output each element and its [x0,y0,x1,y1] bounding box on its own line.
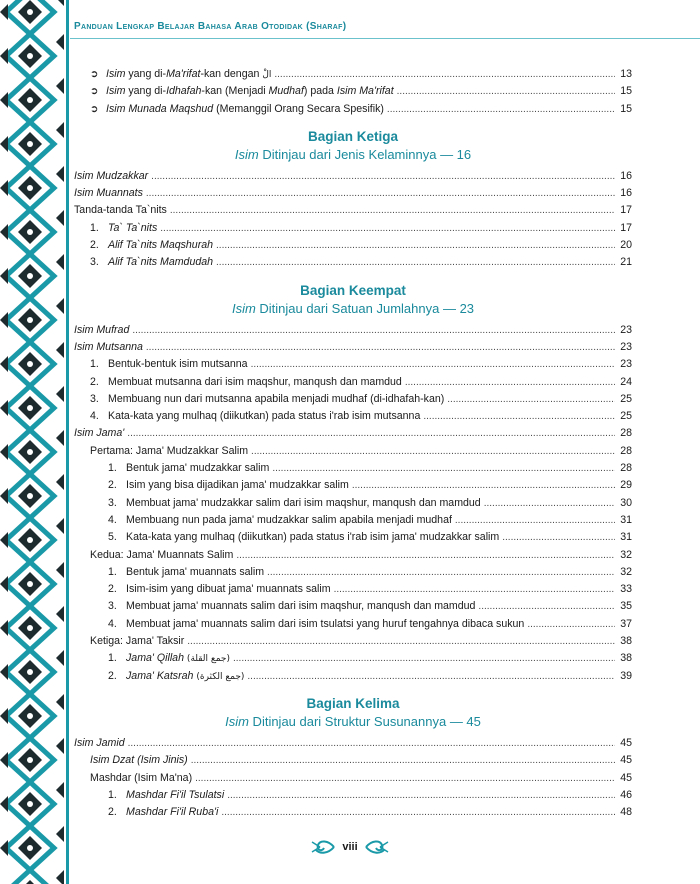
leader-dots [272,460,615,477]
page-ref: 17 [620,221,632,234]
border-motif [0,518,64,562]
toc-entry[interactable]: ➲ Isim yang di-Ma'rifat-kan dengan الْ ..... 13 [74,66,632,83]
border-motif [0,34,64,78]
border-motif [0,122,64,166]
entry-title: Membuat mutsanna dari isim maqshur, manqush dan mamdud [108,375,402,388]
entry-title: Kedua: Jama' Muannats Salim [90,548,234,561]
leader-dots [334,581,615,598]
entry-title: Ketiga: Jama' Taksir [90,635,185,648]
page-ref: 29 [620,479,632,492]
page-ref: 30 [620,496,632,509]
leader-dots [195,770,615,787]
leader-dots [170,202,615,219]
toc-entry[interactable] [74,512,632,529]
leader-dots [227,787,615,804]
border-motif [0,782,64,826]
entry-title: Tanda-tanda Ta`nits [74,204,167,217]
page-ref: 25 [620,392,632,405]
toc-entry[interactable] [74,735,632,752]
entry-title: Mashdar (Isim Ma'na) [90,771,193,784]
arrow-bullet-icon: ➲ [90,103,99,115]
toc-entry[interactable] [74,356,632,373]
arabic-term: (جمع الكثرة) [196,671,245,682]
section-heading: Bagian Kelima Isim Ditinjau dari Struktur Susunannya — 45 [225,695,481,729]
page-ref: 23 [620,340,632,353]
entry-number: 5. [108,531,117,544]
entry-title: Pertama: Jama' Mudzakkar Salim [90,444,249,457]
entry-number: 3. [108,600,117,613]
page-ref: 21 [620,256,632,269]
entry-number: 3. [90,392,99,405]
entry-title: Isim Mutsanna [74,340,143,353]
border-motif [0,78,64,122]
table-of-contents [74,66,632,821]
page-ref: 39 [620,669,632,682]
leader-dots [236,547,615,564]
border-motif [0,386,64,430]
page-ref: 45 [620,771,632,784]
arrow-bullet-icon: ➲ [90,86,99,98]
toc-entry[interactable] [74,633,632,650]
toc-entry[interactable] [74,770,632,787]
page-ref: 48 [620,806,632,819]
page-ref: 24 [620,375,632,388]
entry-title: Isim Dzat (Isim Jinis) [90,754,188,767]
entry-title: Isim Mudzakkar [74,169,149,182]
page-ref: 16 [620,187,632,200]
entry-number: 4. [90,410,99,423]
toc-entry[interactable] [74,581,632,598]
entry-number: 1. [108,788,117,801]
ornament-left-icon [310,838,336,856]
entry-title: Mashdar Fi'il Tsulatsi [126,788,225,801]
entry-title: Ta` Ta`nits [108,221,158,234]
page-ref: 28 [620,427,632,440]
ornament-right-icon [364,838,390,856]
entry-number: 3. [108,496,117,509]
toc-entry[interactable] [74,495,632,512]
toc-entry[interactable] [74,477,632,494]
page-ref: 31 [620,513,632,526]
border-motif [0,650,64,694]
border-motif [0,210,64,254]
entry-title: Isim Mufrad [74,323,130,336]
leader-dots [423,408,615,425]
entry-title: Alif Ta`nits Maqshurah [108,239,214,252]
entry-number: 1. [108,652,117,665]
leader-dots [247,668,615,685]
toc-entry[interactable] [74,804,632,821]
entry-number: 1. [108,565,117,578]
toc-entry[interactable] [74,220,632,237]
border-motif [0,870,64,884]
leader-dots [352,477,615,494]
page-ref: 31 [620,531,632,544]
entry-number: 3. [90,256,99,269]
entry-title: Membuat jama' muannats salim dari isim maqshur, manqush dan mamdud [126,600,476,613]
page-ref: 45 [620,754,632,767]
toc-entry[interactable] [74,650,632,667]
border-motif [0,606,64,650]
leader-dots [502,529,615,546]
entry-title: Isim yang bisa dijadikan jama' mudzakkar salim [126,479,349,492]
entry-title: Bentuk jama' muannats salim [126,565,265,578]
leader-dots [216,254,615,271]
page-ref: 32 [620,565,632,578]
entry-number: 2. [90,375,99,388]
entry-title: Bentuk jama' mudzakkar salim [126,462,270,475]
entry-title: Membuang nun dari mutsanna apabila menjadi mudhaf (di-idhafah-kan) [108,392,445,405]
toc-entry[interactable] [74,598,632,615]
border-motif [0,166,64,210]
entry-number: 2. [108,583,117,596]
leader-dots [160,220,615,237]
border-motif [0,298,64,342]
section-heading: Bagian Ketiga Isim Ditinjau dari Jenis Kelaminnya — 16 [234,128,472,162]
leader-dots [484,495,615,512]
entry-title: Jama' Qillah [126,652,184,665]
leader-dots [146,339,615,356]
toc-entry[interactable] [74,529,632,546]
page-ref: 23 [620,358,632,371]
leader-dots [187,633,615,650]
border-motif [0,254,64,298]
toc-entry[interactable] [74,616,632,633]
toc-entry[interactable] [74,425,632,442]
border-motif [0,342,64,386]
entry-number: 1. [90,358,99,371]
entry-title: Membuat jama' muannats salim dari isim tsulatsi yang huruf tengahnya dibaca sukun [126,617,525,630]
toc-entry[interactable] [74,254,632,271]
entry-number: 2. [108,669,117,682]
toc-entry[interactable] [74,185,632,202]
leader-dots [251,443,615,460]
leader-dots [128,735,615,752]
entry-title: Bentuk-bentuk isim mutsanna [108,358,248,371]
border-motif [0,562,64,606]
leader-dots [221,804,615,821]
page-ref: 45 [620,736,632,749]
entry-title: Mashdar Fi'il Ruba'i [126,806,219,819]
toc-entry[interactable] [74,564,632,581]
running-header: Panduan Lengkap Belajar Bahasa Arab Otodidak (Sharaf) [74,21,347,32]
entry-number: 4. [108,513,117,526]
leader-dots [267,564,615,581]
border-motif [0,0,64,34]
toc-entry[interactable]: ➲ Isim Munada Maqshud (Memanggil Orang Secara Spesifik) ..... 15 [74,101,632,118]
entry-title: Isim Jama' [74,427,125,440]
toc-entry[interactable] [74,408,632,425]
toc-entry[interactable] [74,202,632,219]
entry-number: 2. [108,806,117,819]
toc-entry[interactable] [74,339,632,356]
page-ref: 35 [620,600,632,613]
leader-dots [151,168,615,185]
page-ref: 20 [620,239,632,252]
border-motif [0,738,64,782]
page-ref: 38 [620,652,632,665]
page-ref: 32 [620,548,632,561]
leader-dots [527,616,615,633]
page-ref: 17 [620,204,632,217]
toc-entry[interactable] [74,460,632,477]
arrow-bullet-icon: ➲ [90,69,99,80]
page-ref: 37 [620,617,632,630]
toc-entry[interactable] [74,668,632,685]
leader-dots [127,425,615,442]
entry-title: Kata-kata yang mulhaq (diikutkan) pada status i'rab isim jama' mudzakkar salim [126,531,500,544]
entry-title: Kata-kata yang mulhaq (diikutkan) pada status i'rab isim mutsanna [108,410,421,423]
leader-dots [146,185,615,202]
entry-title: Isim-isim yang dibuat jama' muannats salim [126,583,331,596]
border-rule [66,0,69,884]
arabic-term: (جمع القلة) [186,654,230,665]
leader-dots [132,322,615,339]
toc-entry[interactable] [74,391,632,408]
page-ref: 33 [620,583,632,596]
leader-dots [233,650,615,667]
page-ref: 38 [620,635,632,648]
entry-title: Membuang nun pada jama' mudzakkar salim apabila menjadi mudhaf [126,513,452,526]
toc-entry[interactable] [74,547,632,564]
leader-dots [191,752,615,769]
leader-dots [216,237,615,254]
page-ref: 25 [620,410,632,423]
entry-title: Isim Jamid [74,736,125,749]
page-ref: 28 [620,444,632,457]
leader-dots [455,512,615,529]
section-heading: Bagian Keempat Isim Ditinjau dari Satuan Jumlahnya — 23 [231,282,475,316]
toc-entry[interactable] [74,752,632,769]
page-ref: 16 [620,169,632,182]
entry-number: 2. [108,479,117,492]
leader-dots [478,598,615,615]
border-motif [0,826,64,870]
entry-number: 1. [90,221,99,234]
toc-entry[interactable] [74,443,632,460]
leader-dots [447,391,615,408]
border-motif [0,474,64,518]
decorative-border [0,0,64,884]
page-footer [300,833,400,861]
page-ref: 46 [620,788,632,801]
page-ref: 23 [620,323,632,336]
page-number: viii [342,841,358,853]
leader-dots [405,374,615,391]
entry-number: 1. [108,462,117,475]
page-ref: 28 [620,462,632,475]
entry-title: Jama' Katsrah [126,669,194,682]
toc-entry[interactable] [74,374,632,391]
toc-entry[interactable]: ➲ Isim yang di-Idhafah-kan (Menjadi Mudhaf) pada Isim Ma'rifat ..... 15 [74,83,632,100]
toc-entry[interactable] [74,322,632,339]
entry-title: Membuat jama' mudzakkar salim dari isim maqshur, manqush dan mamdud [126,496,481,509]
toc-entry[interactable] [74,787,632,804]
header-divider [70,38,700,39]
entry-number: 4. [108,617,117,630]
border-motif [0,430,64,474]
toc-entry[interactable] [74,237,632,254]
entry-title: Isim Muannats [74,187,143,200]
entry-number: 2. [90,239,99,252]
border-motif [0,694,64,738]
entry-title: Alif Ta`nits Mamdudah [108,256,214,269]
leader-dots [251,356,615,373]
toc-entry[interactable] [74,168,632,185]
